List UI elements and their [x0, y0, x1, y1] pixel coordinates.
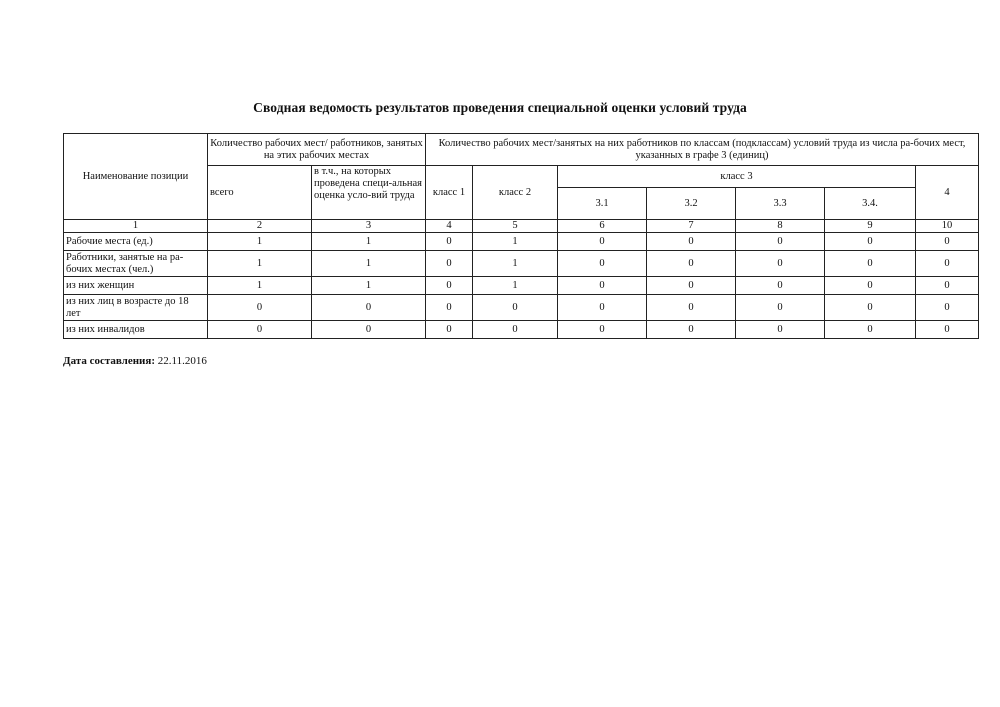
cell-value: 0	[825, 233, 916, 251]
cell-value: 0	[558, 295, 647, 321]
cell-value: 0	[916, 277, 979, 295]
table-row	[64, 295, 979, 321]
cell-value: 0	[558, 233, 647, 251]
header-class-1: класс 1	[426, 166, 473, 220]
column-number: 7	[647, 220, 736, 233]
cell-value: 0	[426, 277, 473, 295]
cell-value: 0	[558, 251, 647, 277]
cell-value: 0	[736, 295, 825, 321]
cell-value: 0	[426, 321, 473, 339]
cell-value: 0	[473, 321, 558, 339]
header-position-name: Наименование позиции	[64, 134, 208, 220]
column-number: 5	[473, 220, 558, 233]
cell-value: 0	[736, 277, 825, 295]
cell-value: 1	[208, 277, 312, 295]
table-row	[64, 277, 979, 295]
table-row	[64, 321, 979, 339]
cell-value: 0	[312, 321, 426, 339]
column-number: 10	[916, 220, 979, 233]
cell-value: 1	[208, 233, 312, 251]
cell-value: 0	[312, 295, 426, 321]
row-label: Рабочие места (ед.)	[64, 233, 208, 251]
column-number: 3	[312, 220, 426, 233]
cell-value: 1	[208, 251, 312, 277]
column-number: 9	[825, 220, 916, 233]
row-label: из них инвалидов	[64, 321, 208, 339]
cell-value: 0	[558, 321, 647, 339]
cell-value: 1	[473, 251, 558, 277]
date-value: 22.11.2016	[157, 355, 207, 367]
cell-value: 1	[312, 277, 426, 295]
cell-value: 0	[825, 251, 916, 277]
cell-value: 0	[558, 277, 647, 295]
row-label: из них лиц в возрасте до 18 лет	[64, 295, 208, 321]
cell-value: 1	[312, 233, 426, 251]
cell-value: 0	[825, 321, 916, 339]
row-label: из них женщин	[64, 277, 208, 295]
header-subclass-3-4: 3.4.	[825, 188, 916, 220]
table-row	[64, 251, 979, 277]
cell-value: 1	[473, 277, 558, 295]
cell-value: 0	[426, 295, 473, 321]
cell-value: 0	[473, 295, 558, 321]
summary-table	[63, 133, 979, 339]
header-class-2: класс 2	[473, 166, 558, 220]
cell-value: 0	[647, 295, 736, 321]
header-classes-group: Количество рабочих мест/занятых на них работников по классам (подклассам) условий труда из числа ра-бочих мест, указанных в графе 3 (единиц)	[426, 134, 979, 166]
header-class-4: 4	[916, 166, 979, 220]
row-label: Работники, занятые на ра-бочих местах (чел.)	[64, 251, 208, 277]
header-workplaces-group: Количество рабочих мест/ работников, занятых на этих рабочих местах	[208, 134, 426, 166]
cell-value: 0	[736, 321, 825, 339]
cell-value: 0	[426, 251, 473, 277]
cell-value: 0	[426, 233, 473, 251]
column-number: 1	[64, 220, 208, 233]
header-subclass-3-2: 3.2	[647, 188, 736, 220]
cell-value: 0	[208, 295, 312, 321]
cell-value: 0	[825, 277, 916, 295]
cell-value: 1	[312, 251, 426, 277]
column-number: 6	[558, 220, 647, 233]
column-number: 2	[208, 220, 312, 233]
header-assessed: в т.ч., на которых проведена специ-альная оценка усло-вий труда	[312, 166, 426, 220]
header-class-3: класс 3	[558, 166, 916, 188]
cell-value: 0	[736, 251, 825, 277]
cell-value: 0	[825, 295, 916, 321]
cell-value: 0	[916, 251, 979, 277]
cell-value: 0	[916, 233, 979, 251]
cell-value: 0	[647, 277, 736, 295]
cell-value: 0	[916, 321, 979, 339]
header-total: всего	[208, 166, 312, 220]
date-label: Дата составления:	[63, 355, 156, 367]
header-subclass-3-3: 3.3	[736, 188, 825, 220]
cell-value: 0	[916, 295, 979, 321]
column-number: 8	[736, 220, 825, 233]
header-subclass-3-1: 3.1	[558, 188, 647, 220]
cell-value: 0	[208, 321, 312, 339]
document-title: Сводная ведомость результатов проведения специальной оценки условий труда	[253, 100, 747, 115]
cell-value: 0	[647, 233, 736, 251]
column-number-row	[64, 220, 979, 233]
cell-value: 0	[647, 251, 736, 277]
cell-value: 0	[736, 233, 825, 251]
compilation-date	[63, 355, 207, 367]
table-row	[64, 233, 979, 251]
cell-value: 0	[647, 321, 736, 339]
cell-value: 1	[473, 233, 558, 251]
column-number: 4	[426, 220, 473, 233]
